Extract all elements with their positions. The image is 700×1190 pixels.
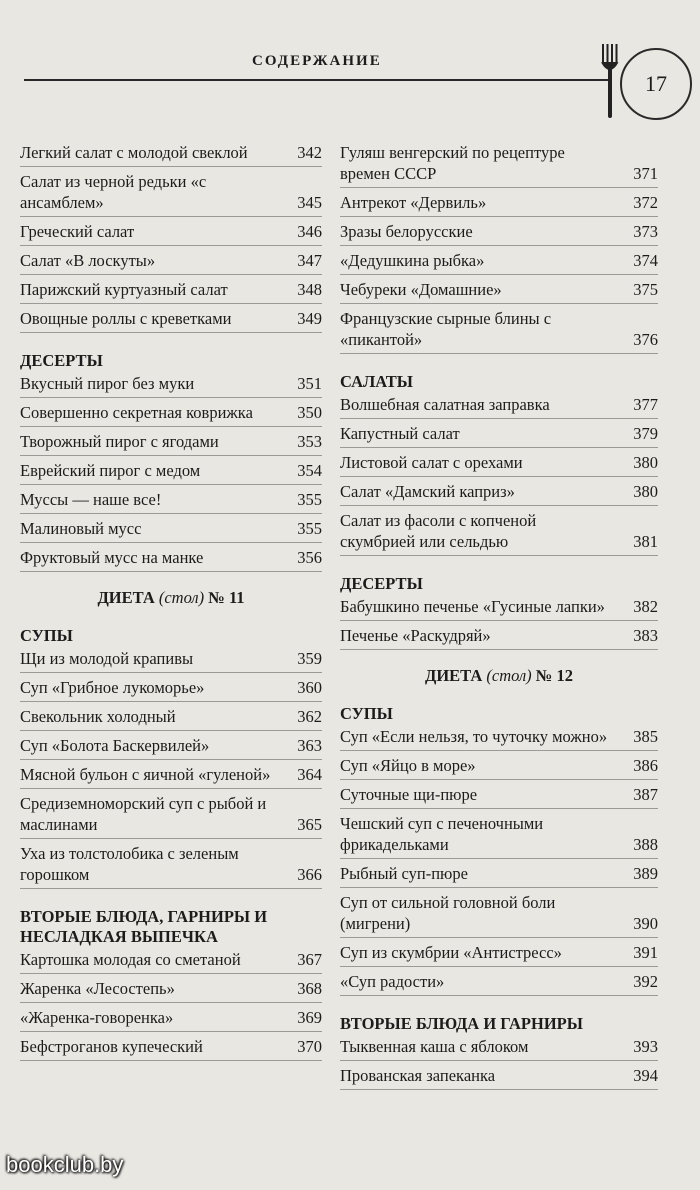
toc-entry-title: Легкий салат с молодой свеклой — [20, 143, 248, 162]
toc-entry-page: 351 — [297, 374, 322, 393]
toc-entry — [340, 510, 658, 556]
toc-entry — [20, 308, 322, 333]
header-title: СОДЕРЖАНИЕ — [252, 53, 382, 69]
toc-entry-page: 390 — [633, 914, 658, 933]
toc-entry-page: 354 — [297, 461, 322, 480]
toc-entry-page: 345 — [297, 193, 322, 212]
toc-entry-page: 356 — [297, 548, 322, 567]
toc-group — [340, 726, 658, 996]
toc-entry — [20, 373, 322, 398]
toc-entry-page: 381 — [633, 532, 658, 551]
diet-number: № 12 — [535, 666, 574, 685]
watermark: bookclub.by — [6, 1152, 124, 1177]
toc-entry-title: Бефстроганов купеческий — [20, 1037, 203, 1056]
toc-entry-page: 365 — [297, 815, 322, 834]
section-heading: ВТОРЫЕ БЛЮДА, ГАРНИРЫ И НЕСЛАДКАЯ ВЫПЕЧКА — [20, 907, 268, 946]
toc-entry — [20, 735, 322, 760]
toc-entry-title: Овощные роллы с креветками — [20, 309, 232, 328]
toc-entry-title: Парижский куртуазный салат — [20, 280, 228, 299]
header-rule — [24, 79, 610, 81]
toc-entry-title: Уха из толстолобика с зеленым горошком — [20, 844, 239, 884]
toc-column-left — [20, 142, 322, 1065]
toc-entry-title: Малиновый мусс — [20, 519, 142, 538]
toc-entry-title: Бабушкино печенье «Гусиные лапки» — [340, 597, 605, 616]
toc-group — [20, 373, 322, 572]
toc-entry-page: 350 — [297, 403, 322, 422]
toc-entry — [340, 863, 658, 888]
toc-group — [340, 596, 658, 650]
toc-group — [340, 142, 658, 354]
diet-prefix: ДИЕТА — [424, 666, 483, 685]
toc-entry-title: Творожный пирог с ягодами — [20, 432, 219, 451]
toc-entry-title: Салат из черной редьки «с ансамблем» — [20, 172, 207, 212]
toc-entry-title: Греческий салат — [20, 222, 135, 241]
toc-entry-title: Чебуреки «Домашние» — [340, 280, 502, 299]
toc-column-right — [340, 142, 658, 1094]
toc-entry-page: 363 — [297, 736, 322, 755]
toc-entry-title: Листовой салат с орехами — [340, 453, 523, 472]
diet-prefix: ДИЕТА — [97, 588, 155, 607]
toc-entry-title: Фруктовый мусс на манке — [20, 548, 204, 567]
toc-entry — [20, 431, 322, 456]
toc-entry — [340, 192, 658, 217]
toc-entry — [340, 625, 658, 650]
toc-entry-title: Салат «Дамский каприз» — [340, 482, 515, 501]
toc-entry-title: Средиземноморский суп с рыбой и маслинами — [20, 794, 267, 834]
toc-entry-title: Суп из скумбрии «Антистресс» — [340, 943, 562, 962]
toc-entry — [340, 813, 658, 859]
toc-group — [20, 142, 322, 333]
toc-entry-page: 364 — [297, 765, 322, 784]
toc-entry — [20, 1036, 322, 1061]
toc-entry-title: Совершенно секретная коврижка — [20, 403, 253, 422]
section-heading: ДЕСЕРТЫ — [340, 574, 423, 593]
toc-entry — [340, 221, 658, 246]
toc-entry-page: 366 — [297, 865, 322, 884]
toc-entry — [20, 648, 322, 673]
toc-entry — [340, 481, 658, 506]
toc-entry-page: 362 — [297, 707, 322, 726]
diet-number: № 11 — [208, 588, 245, 607]
toc-entry — [20, 677, 322, 702]
diet-heading — [20, 588, 322, 608]
toc-entry-title: Волшебная салатная заправка — [340, 395, 550, 414]
toc-entry-page: 383 — [633, 626, 658, 645]
diet-italic: (стол) — [158, 588, 205, 607]
toc-entry-page: 370 — [297, 1037, 322, 1056]
toc-entry-page: 389 — [633, 864, 658, 883]
toc-entry-title: Жаренка «Лесостепь» — [20, 979, 175, 998]
toc-entry-page: 393 — [633, 1037, 658, 1056]
toc-entry-title: Гуляш венгерский по рецептуре времен СССР — [340, 143, 565, 183]
toc-entry-title: Зразы белорусские — [340, 222, 473, 241]
toc-entry-title: Суп от сильной головной боли (мигрени) — [340, 893, 556, 933]
toc-entry-page: 369 — [297, 1008, 322, 1027]
toc-entry-page: 391 — [633, 943, 658, 962]
toc-entry-page: 353 — [297, 432, 322, 451]
toc-entry — [20, 706, 322, 731]
toc-entry-page: 382 — [633, 597, 658, 616]
toc-entry — [20, 547, 322, 572]
toc-entry — [340, 452, 658, 477]
section-heading: САЛАТЫ — [340, 372, 413, 391]
toc-entry-page: 367 — [297, 950, 322, 969]
section-heading: ВТОРЫЕ БЛЮДА И ГАРНИРЫ — [340, 1014, 583, 1033]
toc-entry-page: 387 — [633, 785, 658, 804]
toc-entry-page: 342 — [297, 143, 322, 162]
toc-entry-page: 376 — [633, 330, 658, 349]
toc-entry — [340, 596, 658, 621]
toc-entry-page: 355 — [297, 519, 322, 538]
toc-group — [340, 1036, 658, 1090]
toc-entry-title: Картошка молодая со сметаной — [20, 950, 241, 969]
toc-entry — [340, 394, 658, 419]
diet-italic: (стол) — [486, 666, 532, 685]
toc-entry — [340, 1036, 658, 1061]
toc-entry-title: «Дедушкина рыбка» — [340, 251, 485, 270]
toc-entry-page: 385 — [633, 727, 658, 746]
toc-entry-title: Свекольник холодный — [20, 707, 176, 726]
toc-entry-title: Суп «Грибное лукоморье» — [20, 678, 205, 697]
fork-icon — [598, 42, 622, 120]
toc-entry-title: Мясной бульон с яичной «гуленой» — [20, 765, 271, 784]
page-number-badge: 17 — [620, 48, 692, 120]
toc-entry — [340, 755, 658, 780]
toc-entry-title: Тыквенная каша с яблоком — [340, 1037, 529, 1056]
toc-entry-title: Чешский суп с печеночными фрикадельками — [340, 814, 544, 854]
toc-entry — [20, 793, 322, 839]
toc-entry-page: 374 — [633, 251, 658, 270]
toc-entry-title: Салат из фасоли с копченой скумбрией или сельдью — [340, 511, 537, 551]
toc-entry — [340, 250, 658, 275]
section-heading: СУПЫ — [340, 704, 393, 723]
toc-entry-page: 347 — [297, 251, 322, 270]
toc-entry — [20, 460, 322, 485]
toc-entry-title: Щи из молодой крапивы — [20, 649, 194, 668]
toc-entry-page: 394 — [633, 1066, 658, 1085]
toc-entry — [20, 518, 322, 543]
toc-entry — [340, 142, 658, 188]
toc-entry-title: Прованская запеканка — [340, 1066, 496, 1085]
toc-entry — [20, 142, 322, 167]
toc-entry-title: Муссы — наше все! — [20, 490, 162, 509]
toc-entry — [340, 423, 658, 448]
toc-entry — [20, 402, 322, 427]
section-heading: ДЕСЕРТЫ — [20, 351, 103, 370]
toc-entry-page: 368 — [297, 979, 322, 998]
toc-entry-page: 348 — [297, 280, 322, 299]
toc-group — [20, 648, 322, 889]
toc-entry — [340, 279, 658, 304]
toc-entry-page: 380 — [633, 482, 658, 501]
toc-entry-page: 375 — [633, 280, 658, 299]
toc-entry — [20, 250, 322, 275]
section-heading: СУПЫ — [20, 626, 73, 645]
toc-entry — [340, 784, 658, 809]
toc-entry-title: Французские сырные блины с «пикантой» — [340, 309, 552, 349]
toc-entry-title: Еврейский пирог с медом — [20, 461, 201, 480]
toc-group — [340, 394, 658, 556]
toc-entry-page: 355 — [297, 490, 322, 509]
toc-entry-title: Рыбный суп-пюре — [340, 864, 468, 883]
toc-entry-page: 349 — [297, 309, 322, 328]
toc-entry-page: 386 — [633, 756, 658, 775]
toc-entry — [20, 221, 322, 246]
toc-entry-title: Суп «Болота Баскервилей» — [20, 736, 210, 755]
toc-entry — [20, 978, 322, 1003]
toc-entry — [340, 942, 658, 967]
toc-entry — [340, 892, 658, 938]
toc-entry — [20, 949, 322, 974]
diet-heading — [340, 666, 658, 686]
toc-entry-title: Капустный салат — [340, 424, 460, 443]
toc-group — [20, 949, 322, 1061]
toc-entry-title: Антрекот «Дервиль» — [340, 193, 487, 212]
toc-entry-title: Суточные щи-пюре — [340, 785, 478, 804]
toc-entry-page: 371 — [633, 164, 658, 183]
toc-entry-page: 359 — [297, 649, 322, 668]
toc-entry-title: Салат «В лоскуты» — [20, 251, 156, 270]
toc-entry-title: «Жаренка-говоренка» — [20, 1008, 174, 1027]
toc-entry — [20, 764, 322, 789]
toc-entry — [20, 843, 322, 889]
toc-entry-page: 346 — [297, 222, 322, 241]
toc-entry — [20, 1007, 322, 1032]
toc-entry — [340, 308, 658, 354]
toc-entry-page: 388 — [633, 835, 658, 854]
toc-entry-title: Суп «Если нельзя, то чуточку можно» — [340, 727, 608, 746]
toc-entry-title: «Суп радости» — [340, 972, 445, 991]
toc-entry-page: 372 — [633, 193, 658, 212]
toc-entry-page: 373 — [633, 222, 658, 241]
toc-entry-page: 377 — [633, 395, 658, 414]
toc-entry-page: 379 — [633, 424, 658, 443]
toc-entry — [20, 279, 322, 304]
toc-entry-title: Печенье «Раскудряй» — [340, 626, 491, 645]
toc-entry-page: 360 — [297, 678, 322, 697]
toc-entry — [340, 971, 658, 996]
toc-entry — [340, 1065, 658, 1090]
toc-entry-page: 392 — [633, 972, 658, 991]
toc-entry-title: Вкусный пирог без муки — [20, 374, 195, 393]
toc-entry — [20, 489, 322, 514]
toc-entry — [340, 726, 658, 751]
toc-entry-title: Суп «Яйцо в море» — [340, 756, 476, 775]
toc-entry — [20, 171, 322, 217]
toc-entry-page: 380 — [633, 453, 658, 472]
